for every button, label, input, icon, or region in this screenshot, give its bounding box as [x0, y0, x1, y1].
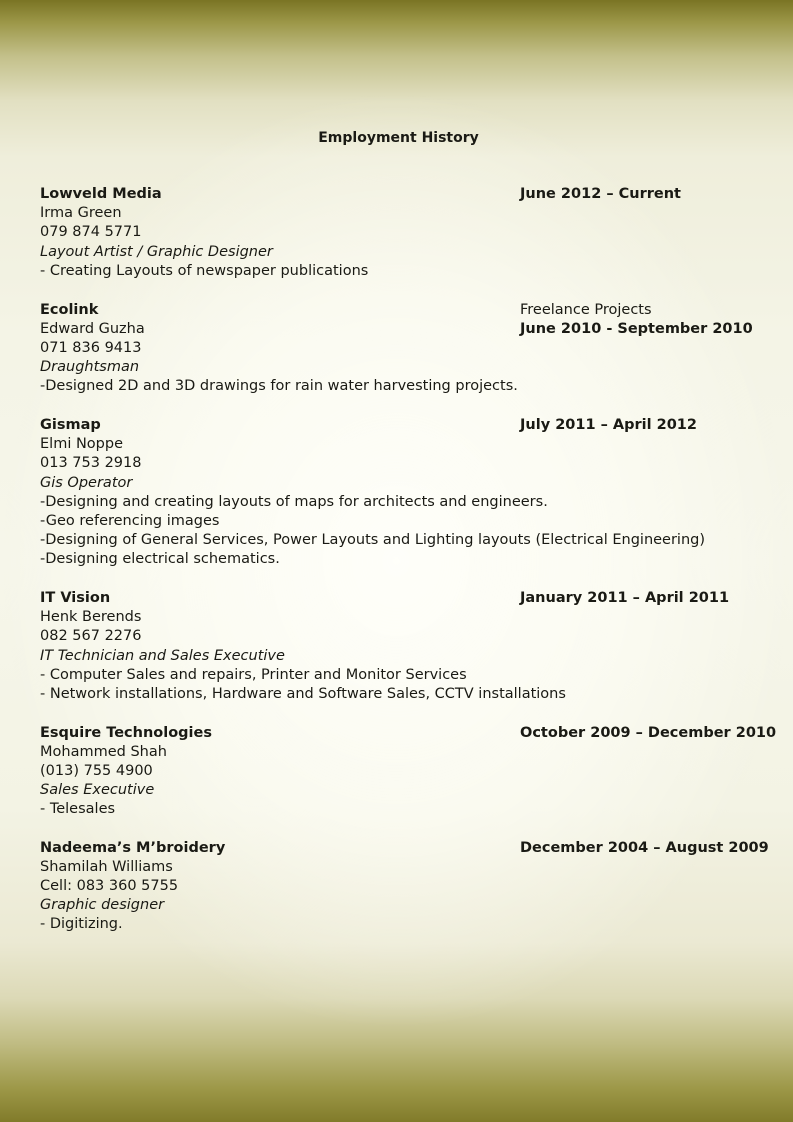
job-duty: - Telesales — [40, 801, 116, 818]
job-role: Layout Artist / Graphic Designer — [40, 243, 273, 260]
job-duty: - Network installations, Hardware and Software Sales, CCTV installations — [40, 685, 566, 702]
company-name: Gismap — [40, 417, 101, 433]
job-duty: -Designed 2D and 3D drawings for rain water harvesting projects. — [40, 378, 518, 395]
contact-phone: 079 874 5771 — [40, 224, 142, 241]
job-duty: -Designing of General Services, Power Layouts and Lighting layouts (Electrical Engineering) — [40, 532, 706, 549]
job-duty: - Digitizing. — [40, 916, 123, 933]
company-name: Esquire Technologies — [40, 724, 212, 741]
contact-phone: (013) 755 4900 — [40, 762, 153, 779]
job-duty: - Creating Layouts of newspaper publications — [40, 262, 369, 279]
page-title: Employment History — [318, 130, 479, 146]
employment-period: June 2010 - September 2010 — [520, 320, 753, 337]
job-duty: - Computer Sales and repairs, Printer and Monitor Services — [40, 666, 467, 683]
employment-period: July 2011 – April 2012 — [520, 417, 697, 433]
contact-phone: 013 753 2918 — [40, 455, 142, 472]
contact-phone: 082 567 2276 — [40, 628, 142, 645]
contact-person: Irma Green — [40, 205, 122, 222]
company-name: Nadeema’s M’broidery — [40, 839, 226, 856]
employment-period: June 2012 – Current — [520, 186, 681, 202]
job-role: Gis Operator — [40, 474, 133, 491]
company-name: IT Vision — [40, 590, 111, 606]
company-name: Ecolink — [40, 301, 99, 318]
employment-period: January 2011 – April 2011 — [520, 590, 730, 606]
job-duty: -Designing electrical schematics. — [40, 551, 280, 568]
job-entry-esquire-technologies — [40, 724, 775, 820]
contact-person: Mohammed Shah — [40, 743, 167, 760]
contact-phone: Cell: 083 360 5755 — [40, 877, 179, 894]
job-duty: -Geo referencing images — [40, 512, 220, 529]
employment-note: Freelance Projects — [520, 301, 652, 318]
job-entry-ecolink — [40, 301, 775, 397]
employment-period: October 2009 – December 2010 — [520, 724, 777, 741]
contact-person: Edward Guzha — [40, 320, 145, 337]
job-entry-gismap — [40, 416, 775, 570]
job-duty: -Designing and creating layouts of maps for architects and engineers. — [40, 493, 548, 510]
job-role: Sales Executive — [40, 782, 155, 799]
employment-period: December 2004 – August 2009 — [520, 839, 769, 856]
contact-person: Elmi Noppe — [40, 436, 123, 453]
job-role: Graphic designer — [40, 897, 165, 914]
contact-person: Shamilah Williams — [40, 858, 173, 875]
job-entry-nadeemas-mbroidery — [40, 839, 775, 935]
job-role: Draughtsman — [40, 359, 140, 376]
contact-person: Henk Berends — [40, 609, 142, 626]
job-role: IT Technician and Sales Executive — [40, 647, 285, 664]
contact-phone: 071 836 9413 — [40, 339, 142, 356]
job-entry-it-vision — [40, 589, 775, 704]
job-entry-lowveld-media — [40, 185, 775, 281]
company-name: Lowveld Media — [40, 186, 162, 202]
